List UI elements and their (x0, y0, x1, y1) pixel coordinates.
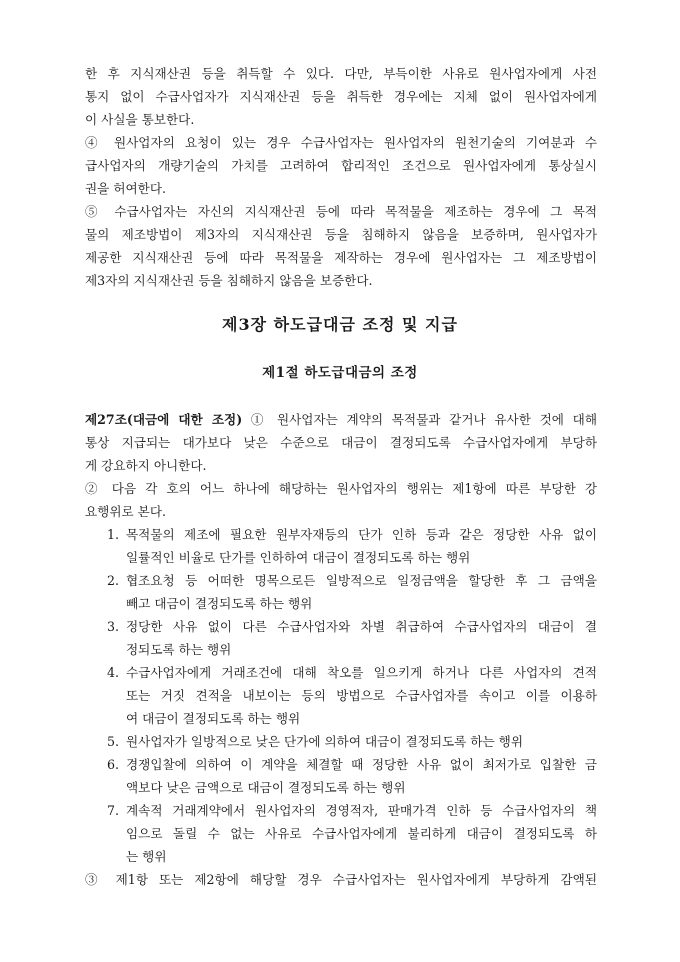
chapter-title: 제3장 하도급대금 조정 및 지급 (222, 315, 458, 334)
paragraph-line: 통지 없이 수급사업자가 지식재산권 등을 취득한 경우에는 지체 없이 원사업자에게 (85, 89, 597, 104)
list-item-number: 6. (107, 757, 120, 772)
paragraph-line: 한 후 지식재산권 등을 취득할 수 있다. 다만, 부득이한 사유로 원사업자에게 사전 (85, 66, 597, 81)
paragraph-line: ④ 원사업자의 요청이 있는 경우 수급사업자는 원사업자의 원천기술의 기여분과 수 (85, 135, 597, 150)
list-item-line: 빼고 대금이 결정되도록 하는 행위 (126, 596, 313, 611)
list-item-line: 또는 거짓 견적을 내보이는 등의 방법으로 수급사업자를 속이고 이를 이용하 (126, 688, 597, 703)
list-item-line: 는 행위 (126, 849, 167, 864)
list-item-line: 정되도록 하는 행위 (126, 642, 232, 657)
paragraph-line: ⑤ 수급사업자는 자신의 지식재산권 등에 따라 목적물을 제조하는 경우에 그 목적 (85, 204, 597, 219)
list-item-line: 여 대금이 결정되도록 하는 행위 (126, 711, 301, 726)
list-item-number: 1. (107, 527, 120, 542)
article-first-line (85, 408, 597, 431)
article-heading: 제27조(대금에 대한 조정) (85, 412, 243, 427)
paragraph-line: 게 강요하지 아니한다. (85, 458, 207, 473)
paragraph-line: ③ 제1항 또는 제2항에 해당할 경우 수급사업자는 원사업자에게 부당하게 감액된 (85, 872, 597, 887)
list-item-line: 수급사업자에게 거래조건에 대해 착오를 일으키게 하거나 다른 사업자의 견적 (126, 665, 597, 680)
list-item-number: 3. (107, 619, 120, 634)
list-item-number: 7. (107, 803, 120, 818)
paragraph-line: 요행위로 본다. (85, 504, 166, 519)
list-item-line: 임으로 돌릴 수 없는 사유로 수급사업자에게 불리하게 대금이 결정되도록 하 (126, 826, 597, 841)
paragraph-line: ② 다음 각 호의 어느 하나에 해당하는 원사업자의 행위는 제1항에 따른 부당한 강 (85, 481, 597, 496)
paragraph-line: 제공한 지식재산권 등에 따라 목적물을 제작하는 경우에 원사업자는 그 제조방법이 (85, 250, 597, 265)
list-item-line: 일률적인 비율로 단가를 인하하여 대금이 결정되도록 하는 행위 (126, 550, 471, 565)
list-item-line: 경쟁입찰에 의하여 이 계약을 체결할 때 정당한 사유 없이 최저가로 입찰한 금 (126, 757, 597, 772)
list-item-line: 원사업자가 일방적으로 낮은 단가에 의하여 대금이 결정되도록 하는 행위 (126, 734, 523, 749)
paragraph-line: ① 원사업자는 계약의 목적물과 같거나 유사한 것에 대해 (242, 412, 598, 427)
list-item-number: 5. (107, 734, 120, 749)
paragraph-line: 권을 허여한다. (85, 181, 166, 196)
list-item-line: 협조요청 등 어떠한 명목으로든 일방적으로 일정금액을 할당한 후 그 금액을 (126, 573, 597, 588)
paragraph-line: 이 사실을 통보한다. (85, 112, 195, 127)
paragraph-line: 통상 지급되는 대가보다 낮은 수준으로 대금이 결정되도록 수급사업자에게 부당하 (85, 435, 597, 450)
paragraph-line: 제3자의 지식재산권 등을 침해하지 않음을 보증한다. (85, 273, 373, 288)
paragraph-line: 급사업자의 개량기술의 가치를 고려하여 합리적인 조건으로 원사업자에게 통상실시 (85, 158, 597, 173)
list-item-line: 정당한 사유 없이 다른 수급사업자와 차별 취급하여 수급사업자의 대금이 결 (126, 619, 597, 634)
section-title: 제1절 하도급대금의 조정 (262, 365, 418, 381)
list-item-number: 4. (107, 665, 120, 680)
list-item-line: 목적물의 제조에 필요한 원부자재등의 단가 인하 등과 같은 정당한 사유 없이 (126, 527, 597, 542)
list-item-line: 액보다 낮은 금액으로 대금이 결정되도록 하는 행위 (126, 780, 406, 795)
list-item-number: 2. (107, 573, 120, 588)
list-item-line: 계속적 거래계약에서 원사업자의 경영적자, 판매가격 인하 등 수급사업자의 책 (126, 803, 597, 818)
paragraph-line: 물의 제조방법이 제3자의 지식재산권 등을 침해하지 않음을 보증하며, 원사업자가 (85, 227, 597, 242)
